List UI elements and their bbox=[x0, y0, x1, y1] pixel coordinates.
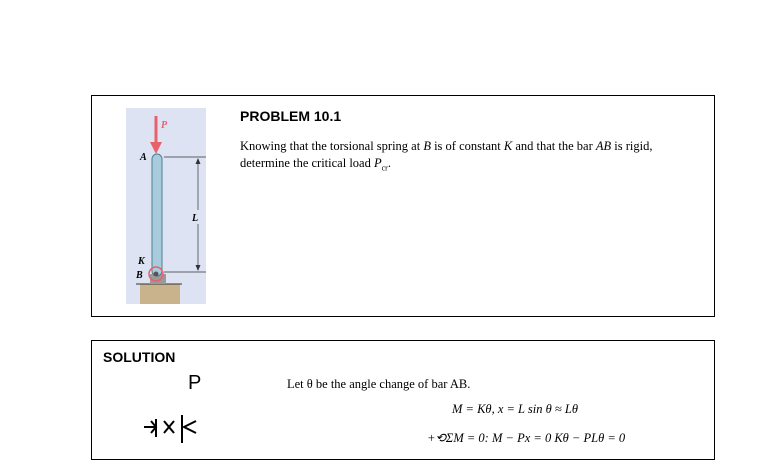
solution-line-3: +⟲ΣM = 0: M − Px = 0 Kθ − PLθ = 0 bbox=[427, 431, 626, 445]
label-p: P bbox=[161, 120, 168, 131]
free-body-sketch bbox=[134, 371, 224, 461]
label-b: B bbox=[136, 270, 143, 281]
problem-statement: Knowing that the torsional spring at B is of constant K and that the bar AB is rigid, determine the critical load $P_{cr}$. bbox=[240, 139, 653, 173]
sketch-label-p: P bbox=[188, 372, 202, 394]
label-k: K bbox=[138, 256, 145, 267]
label-l: L bbox=[192, 213, 199, 224]
figure bbox=[126, 108, 206, 304]
solution-line-2: M = Kθ, x = L sin θ ≈ Lθ bbox=[452, 402, 578, 416]
bar-ab bbox=[152, 154, 162, 276]
ground-base bbox=[140, 284, 180, 304]
problem-box bbox=[91, 95, 715, 317]
column-diagram bbox=[126, 108, 206, 304]
solution-title: SOLUTION bbox=[103, 349, 176, 365]
solution-box bbox=[91, 340, 715, 460]
label-a: A bbox=[140, 152, 147, 163]
solution-line-1: Let θ be the angle change of bar AB. bbox=[287, 377, 471, 391]
pin bbox=[154, 272, 159, 277]
problem-title: PROBLEM 10.1 bbox=[240, 108, 342, 124]
